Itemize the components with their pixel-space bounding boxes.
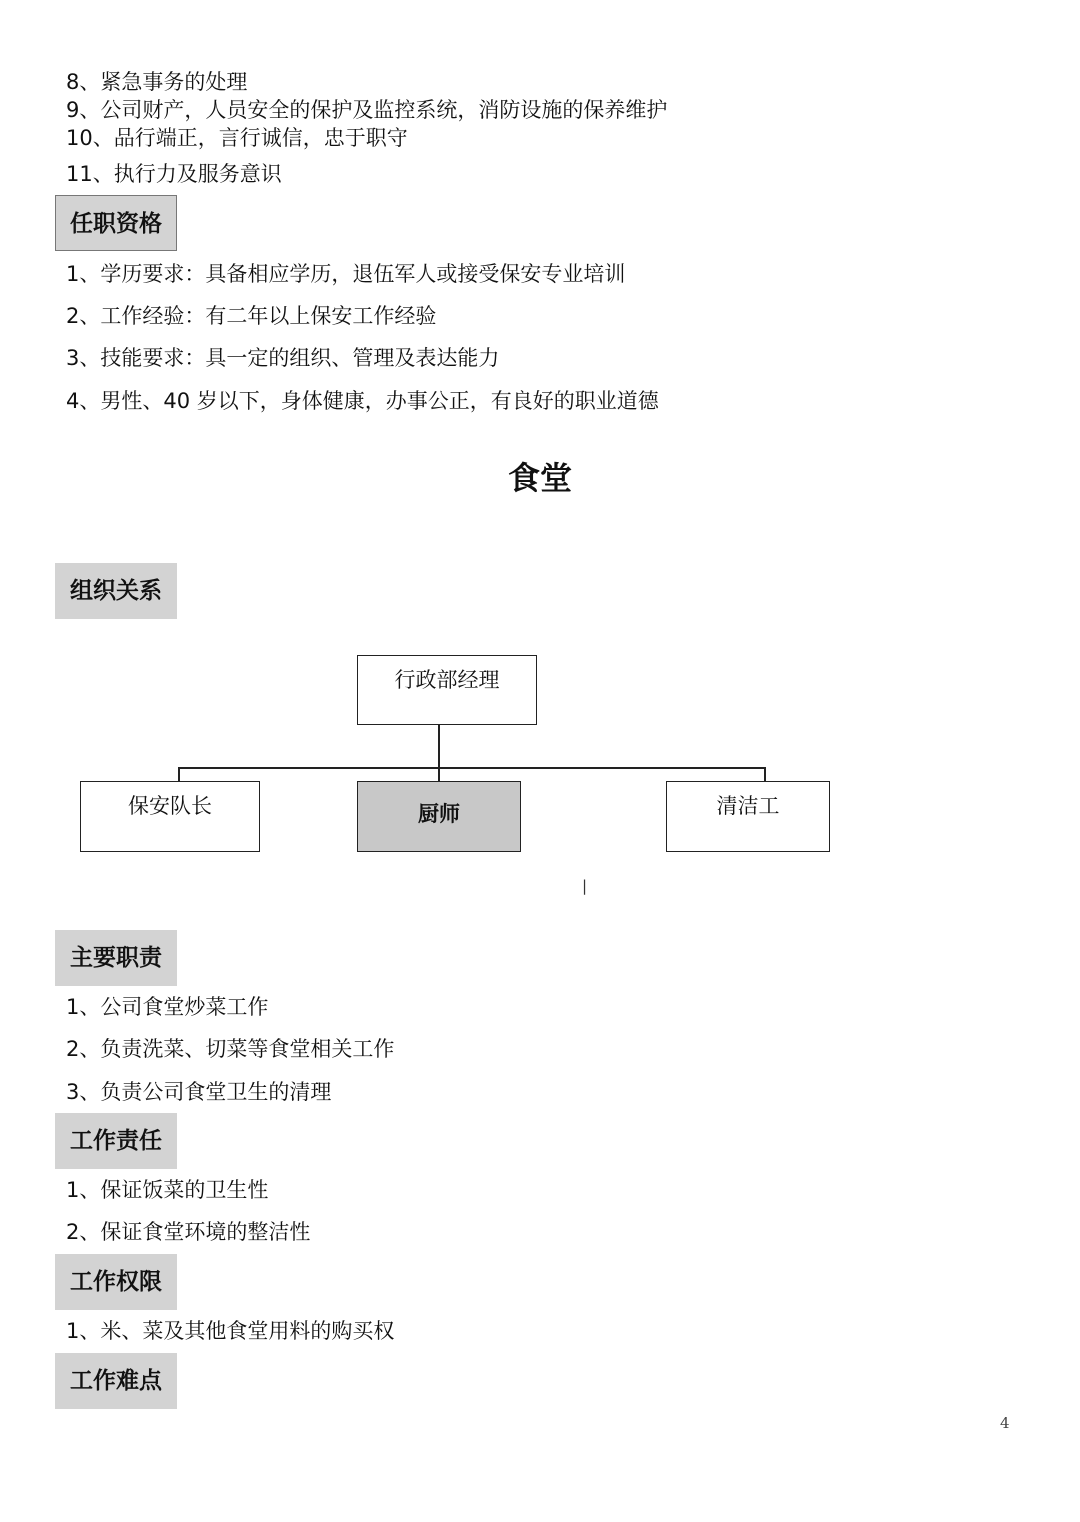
- org-connector: [764, 767, 766, 782]
- org-box-manager: 行政部经理: [357, 655, 537, 725]
- page-number: 4: [1000, 1414, 1010, 1432]
- stray-mark: |: [582, 877, 588, 895]
- list-item: 10、品行端正，言行诚信，忠于职守: [66, 126, 408, 150]
- org-connector: [438, 725, 440, 782]
- org-connector: [178, 767, 765, 769]
- org-box-security-captain: 保安队长: [80, 781, 260, 852]
- section-heading-difficulties: 工作难点: [55, 1353, 177, 1409]
- page-title: 食堂: [507, 459, 572, 497]
- list-item: 2、工作经验：有二年以上保安工作经验: [66, 304, 437, 328]
- list-item: 1、米、菜及其他食堂用料的购买权: [66, 1319, 395, 1343]
- org-box-chef: 厨师: [357, 781, 521, 852]
- list-item: 4、男性、40 岁以下，身体健康，办事公正，有良好的职业道德: [66, 389, 659, 413]
- list-item: 1、学历要求：具备相应学历，退伍军人或接受保安专业培训: [66, 262, 626, 286]
- list-item: 11、执行力及服务意识: [66, 162, 282, 186]
- list-item: 1、保证饭菜的卫生性: [66, 1178, 269, 1202]
- list-item: 3、技能要求：具一定的组织、管理及表达能力: [66, 346, 500, 370]
- list-item: 3、负责公司食堂卫生的清理: [66, 1080, 332, 1104]
- section-heading-duties: 主要职责: [55, 930, 177, 986]
- list-item: 9、公司财产，人员安全的保护及监控系统，消防设施的保养维护: [66, 98, 668, 122]
- section-heading-responsibilities: 工作责任: [55, 1113, 177, 1169]
- section-heading-qualifications: 任职资格: [55, 195, 177, 251]
- section-heading-org: 组织关系: [55, 563, 177, 619]
- list-item: 2、保证食堂环境的整洁性: [66, 1220, 311, 1244]
- list-item: 2、负责洗菜、切菜等食堂相关工作: [66, 1037, 395, 1061]
- list-item: 1、公司食堂炒菜工作: [66, 995, 269, 1019]
- list-item: 8、紧急事务的处理: [66, 70, 248, 94]
- section-heading-authority: 工作权限: [55, 1254, 177, 1310]
- org-connector: [178, 767, 180, 782]
- org-box-cleaner: 清洁工: [666, 781, 830, 852]
